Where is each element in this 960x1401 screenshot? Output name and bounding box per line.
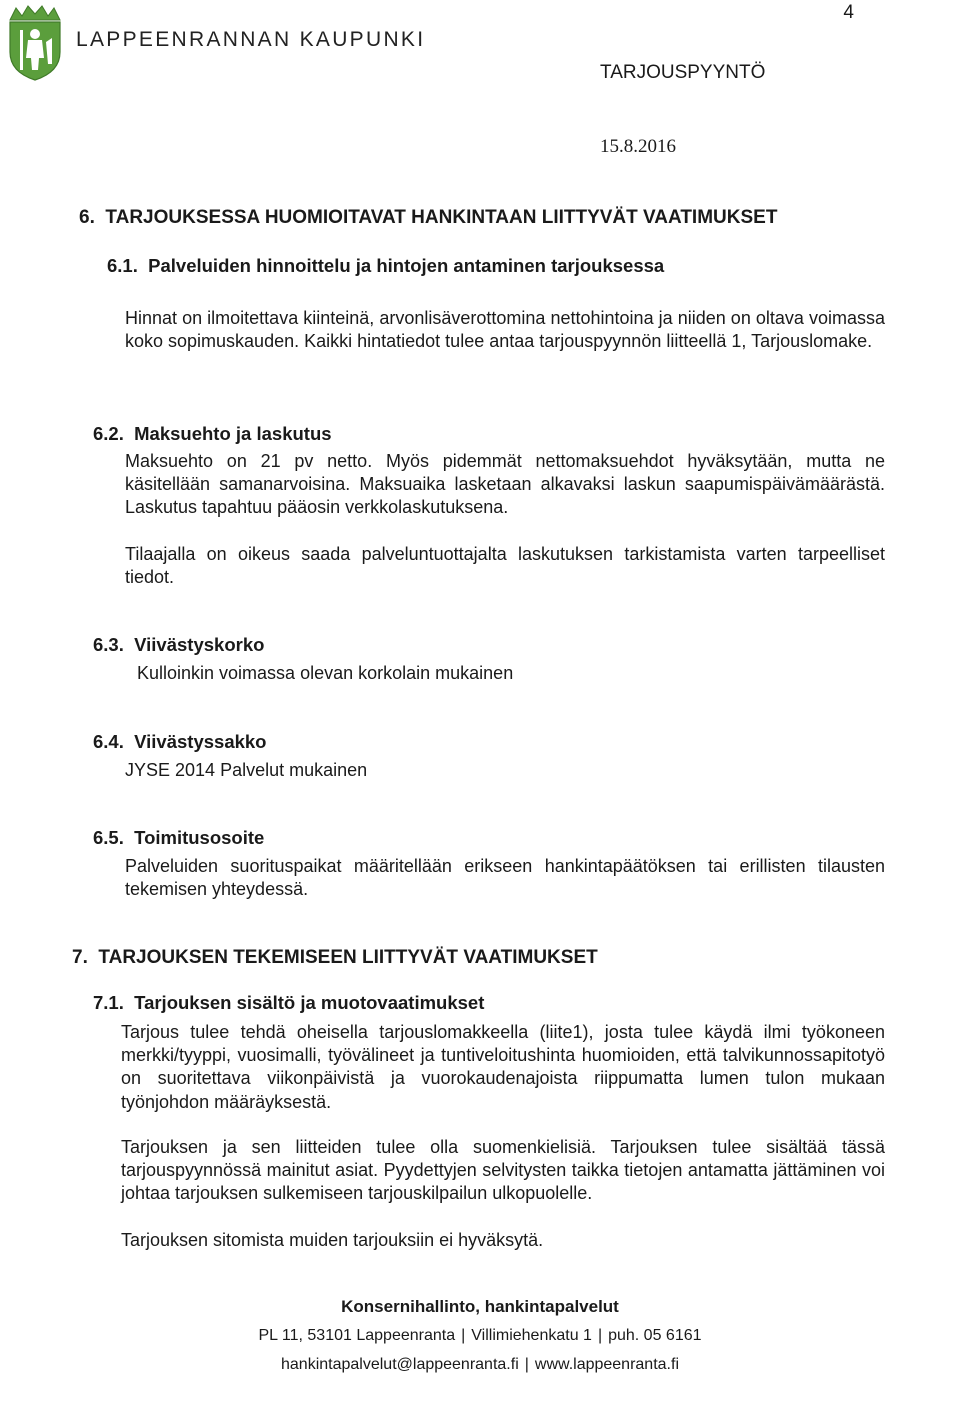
subsection-title: Toimitusosoite xyxy=(134,827,265,848)
subsection-number: 7.1. xyxy=(93,992,124,1013)
subsection-6-5-heading xyxy=(93,827,264,849)
subsection-number: 6.1. xyxy=(107,255,138,276)
footer-website-link[interactable]: www.lappeenranta.fi xyxy=(534,1356,679,1373)
document-date: 15.8.2016 xyxy=(600,136,676,157)
subsection-6-2-heading xyxy=(93,423,332,445)
subsection-title: Viivästyskorko xyxy=(134,634,265,655)
footer-separator: | xyxy=(597,1327,603,1344)
paragraph-6-2-payment: Maksuehto on 21 pv netto. Myös pidemmät nettomaksuehdot hyväksytään, mutta ne käsitellään samanarvoisina. Maksuaika lasketaan alkavaksi laskun saapumispäivämäärästä. Laskutus tapahtuu pääosin verkkolaskutuksena. xyxy=(125,451,885,518)
section-number: 7. xyxy=(72,947,88,968)
paragraph-7-1-binding: Tarjouksen sitomista muiden tarjouksiin ei hyväksytä. xyxy=(121,1230,544,1250)
footer-email-link[interactable]: hankintapalvelut@lappeenranta.fi xyxy=(281,1356,519,1373)
paragraph-7-1-language: Tarjouksen ja sen liitteiden tulee olla suomenkielisiä. Tarjouksen tulee sisältää tässä tarjouspyynnössä mainitut asiat. Pyydettyjen selvitysten taikka tietojen antamatta jättäminen voi johtaa tarjouksen sulkemiseen tarjouskilpailun ulkopuolelle. xyxy=(121,1137,885,1204)
footer-address: PL 11, 53101 Lappeenranta xyxy=(258,1327,456,1344)
paragraph-6-1: Hinnat on ilmoitettava kiinteinä, arvonlisäverottomina nettohintoina ja niiden on oltava voimassa koko sopimuskauden. Kaikki hintatiedot tulee antaa tarjouspyynnön liitteellä 1, Tarjouslomake. xyxy=(125,308,885,352)
document-type: TARJOUSPYYNTÖ xyxy=(600,62,766,83)
footer-separator: | xyxy=(461,1327,466,1344)
section-title: TARJOUKSEN TEKEMISEEN LIITTYVÄT VAATIMUKSET xyxy=(98,947,598,968)
subsection-6-3-heading xyxy=(93,634,264,656)
subsection-title: Maksuehto ja laskutus xyxy=(134,423,332,444)
subsection-number: 6.5. xyxy=(93,827,124,848)
subsection-number: 6.3. xyxy=(93,634,124,655)
page-number: 4 xyxy=(843,2,854,23)
footer-title: Konsernihallinto, hankintapalvelut xyxy=(341,1297,619,1316)
subsection-number: 6.2. xyxy=(93,423,124,444)
footer-street: Villimiehenkatu 1 xyxy=(471,1327,592,1344)
section-6-heading xyxy=(79,207,777,229)
section-title: TARJOUKSESSA HUOMIOITAVAT HANKINTAAN LIITTYVÄT VAATIMUKSET xyxy=(105,207,778,228)
paragraph-7-1-offer: Tarjous tulee tehdä oheisella tarjouslomakkeella (liite1), josta tulee käydä ilmi työkoneen merkki/tyyppi, vuosimalli, työvälineet ja tuntiveloitushinta huomioiden, että talvikunnossapitotyö on suoritettava viikonpäivistä ja vuorokaudenajoista riippumatta lumen tulon mukaan työnjohdon määräyksestä. xyxy=(121,1022,885,1112)
footer-separator: | xyxy=(524,1356,529,1373)
section-7-heading xyxy=(72,947,598,969)
paragraph-6-3: Kulloinkin voimassa olevan korkolain mukainen xyxy=(137,663,514,683)
subsection-6-4-heading xyxy=(93,731,267,753)
subsection-title: Tarjouksen sisältö ja muotovaatimukset xyxy=(134,992,485,1013)
paragraph-6-2-info: Tilaajalla on oikeus saada palveluntuottajalta laskutuksen tarkistamista varten tarpeelliset tiedot. xyxy=(125,544,885,588)
footer-phone: puh. 05 6161 xyxy=(608,1327,702,1344)
paragraph-6-4: JYSE 2014 Palvelut mukainen xyxy=(125,760,368,780)
subsection-title: Palveluiden hinnoittelu ja hintojen antaminen tarjouksessa xyxy=(148,255,665,276)
subsection-title: Viivästyssakko xyxy=(134,731,267,752)
footer-contact-line xyxy=(0,1327,960,1345)
organization-name: LAPPEENRANNAN KAUPUNKI xyxy=(76,28,426,51)
section-number: 6. xyxy=(79,207,95,228)
footer-web-line xyxy=(0,1356,960,1374)
subsection-6-1-heading xyxy=(107,255,664,277)
subsection-7-1-heading xyxy=(93,992,484,1014)
subsection-number: 6.4. xyxy=(93,731,124,752)
coat-of-arms-logo xyxy=(6,2,64,82)
paragraph-6-5: Palveluiden suorituspaikat määritellään erikseen hankintapäätöksen tai erillisten tilausten tekemisen yhteydessä. xyxy=(125,856,885,900)
